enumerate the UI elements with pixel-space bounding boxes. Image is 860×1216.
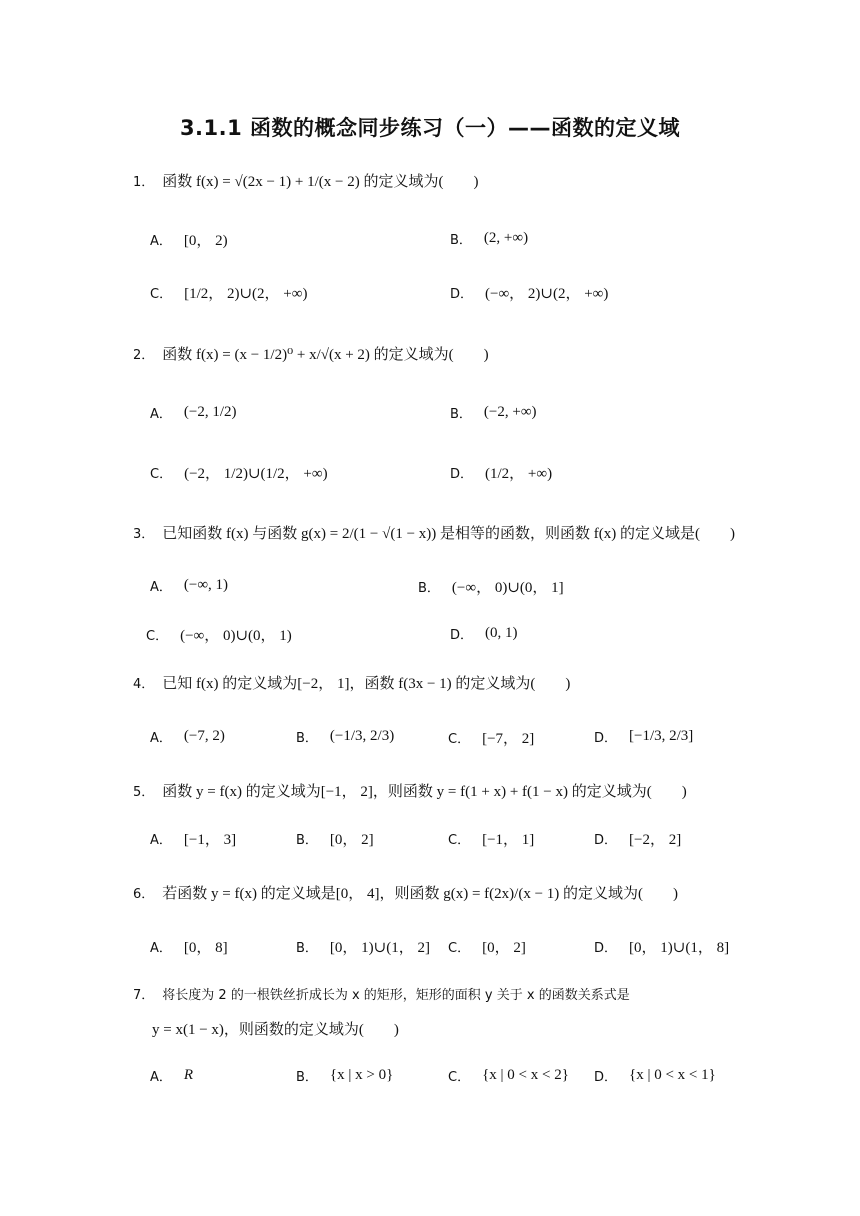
option-text: (−1/3, 2/3) xyxy=(329,728,395,744)
question-3-option-c[interactable] xyxy=(146,624,292,645)
question-number: 1． xyxy=(133,175,155,190)
question-4-option-a[interactable] xyxy=(150,727,225,746)
option-text: [−2， 2] xyxy=(629,832,682,848)
option-label: B． xyxy=(450,407,472,422)
option-label: B． xyxy=(296,1070,318,1085)
question-2-option-c[interactable] xyxy=(150,462,328,483)
option-label: C． xyxy=(448,941,471,956)
question-2-option-d[interactable] xyxy=(450,462,552,483)
option-label: D． xyxy=(594,833,618,848)
question-1-option-c[interactable] xyxy=(150,282,307,303)
option-label: D． xyxy=(594,731,618,746)
question-7-stem xyxy=(133,984,630,1003)
option-label: C． xyxy=(146,629,169,644)
option-label: A． xyxy=(150,731,172,746)
question-2-option-b[interactable] xyxy=(450,403,537,422)
question-2-option-a[interactable] xyxy=(150,403,237,422)
question-text: 已知 f(x) 的定义域为[−2， 1]，函数 f(3x − 1) 的定义域为( ) xyxy=(162,676,571,692)
question-4-option-b[interactable] xyxy=(296,727,394,746)
question-7-option-a[interactable] xyxy=(150,1066,193,1085)
question-number: 7． xyxy=(133,988,155,1003)
question-1-option-d[interactable] xyxy=(450,282,608,303)
page-title: 3.1.1 函数的概念同步练习（一）——函数的定义域 xyxy=(179,116,681,140)
question-4-option-c[interactable] xyxy=(448,727,534,748)
question-text: 函数 f(x) = √(2x − 1) + 1/(x − 2) 的定义域为( ) xyxy=(162,174,479,190)
question-3-stem xyxy=(133,522,735,543)
question-5-option-c[interactable] xyxy=(448,828,534,849)
option-text: [0， 1)∪(1， 2] xyxy=(329,940,430,956)
question-3-option-b[interactable] xyxy=(418,576,564,597)
option-text: (−∞, 1) xyxy=(183,577,229,593)
option-text: (0, 1) xyxy=(485,625,518,641)
question-6-option-a[interactable] xyxy=(150,936,228,957)
option-label: D． xyxy=(450,467,474,482)
question-number: 4． xyxy=(133,677,155,692)
option-label: B． xyxy=(450,233,472,248)
question-number: 2． xyxy=(133,348,155,363)
question-3-option-a[interactable] xyxy=(150,576,228,595)
option-text: [−7， 2] xyxy=(482,731,535,747)
option-text: [−1， 1] xyxy=(482,832,535,848)
option-text: (−7, 2) xyxy=(183,728,225,744)
option-text: (−2, 1/2) xyxy=(183,404,237,420)
option-label: C． xyxy=(150,467,173,482)
option-label: A． xyxy=(150,407,172,422)
question-6-option-c[interactable] xyxy=(448,936,526,957)
question-number: 3． xyxy=(133,527,155,542)
question-5-stem xyxy=(133,780,687,801)
option-label: A． xyxy=(150,941,172,956)
question-2-stem xyxy=(133,343,489,364)
option-label: A． xyxy=(150,234,172,249)
question-5-option-a[interactable] xyxy=(150,828,236,849)
option-label: D． xyxy=(450,287,474,302)
option-label: B． xyxy=(296,731,318,746)
option-text: (2, +∞) xyxy=(483,230,529,246)
option-text: (−∞， 2)∪(2， +∞) xyxy=(485,286,609,302)
question-1-option-b[interactable] xyxy=(450,229,528,248)
option-label: C． xyxy=(150,287,173,302)
option-text: R xyxy=(183,1067,194,1083)
option-label: A． xyxy=(150,1070,172,1085)
option-label: C． xyxy=(448,833,471,848)
question-1-stem xyxy=(133,170,478,191)
question-text: y = x(1 − x)，则函数的定义域为( ) xyxy=(152,1022,399,1038)
question-text: 函数 y = f(x) 的定义域为[−1， 2]，则函数 y = f(1 + x) + f(1 − x) 的定义域为( ) xyxy=(162,784,687,800)
option-label: C． xyxy=(448,1070,471,1085)
option-text: (−2， 1/2)∪(1/2， +∞) xyxy=(184,466,328,482)
question-text: 已知函数 f(x) 与函数 g(x) = 2/(1 − √(1 − x)) 是相等的函数，则函数 f(x) 的定义域是( ) xyxy=(162,526,735,542)
question-5-option-b[interactable] xyxy=(296,828,374,849)
option-label: B． xyxy=(296,941,318,956)
option-text: [0， 2] xyxy=(329,832,374,848)
option-label: D． xyxy=(594,1070,618,1085)
question-number: 5． xyxy=(133,785,155,800)
option-text: (−∞， 0)∪(0， 1] xyxy=(451,580,564,596)
question-3-option-d[interactable] xyxy=(450,624,518,643)
option-text: (−∞， 0)∪(0， 1) xyxy=(180,628,292,644)
option-text: (−2, +∞) xyxy=(483,404,537,420)
question-number: 6． xyxy=(133,887,155,902)
question-7-stem-continued xyxy=(152,1018,399,1039)
question-6-option-d[interactable] xyxy=(594,936,729,957)
option-text: {x | 0 < x < 1} xyxy=(629,1067,716,1083)
option-label: B． xyxy=(418,581,440,596)
question-6-option-b[interactable] xyxy=(296,936,430,957)
question-4-stem xyxy=(133,672,570,693)
option-label: C． xyxy=(448,732,471,747)
question-1-option-a[interactable] xyxy=(150,229,228,250)
question-text: 函数 f(x) = (x − 1/2)⁰ + x/√(x + 2) 的定义域为( ) xyxy=(162,347,489,363)
option-label: B． xyxy=(296,833,318,848)
option-text: {x | x > 0} xyxy=(329,1067,394,1083)
option-label: D． xyxy=(594,941,618,956)
question-4-option-d[interactable] xyxy=(594,727,693,746)
question-text: 若函数 y = f(x) 的定义域是[0， 4]，则函数 g(x) = f(2x)/(x − 1) 的定义域为( ) xyxy=(162,886,679,902)
option-text: [0， 2] xyxy=(482,940,526,956)
option-label: D． xyxy=(450,628,474,643)
question-7-option-b[interactable] xyxy=(296,1066,393,1085)
option-text: [0， 1)∪(1， 8] xyxy=(629,940,730,956)
option-label: A． xyxy=(150,833,172,848)
option-text: [−1/3, 2/3] xyxy=(629,728,694,744)
option-label: A． xyxy=(150,580,172,595)
option-text: [0， 8] xyxy=(183,940,228,956)
option-text: [−1， 3] xyxy=(183,832,237,848)
question-6-stem xyxy=(133,882,678,903)
question-7-option-d[interactable] xyxy=(594,1066,716,1085)
question-7-option-c[interactable] xyxy=(448,1066,569,1085)
question-5-option-d[interactable] xyxy=(594,828,681,849)
option-text: (1/2， +∞) xyxy=(485,466,553,482)
option-text: [0， 2) xyxy=(183,233,228,249)
option-text: {x | 0 < x < 2} xyxy=(482,1067,569,1083)
question-text: 将长度为 2 的一根铁丝折成长为 x 的矩形，矩形的面积 y 关于 x 的函数关系式是 xyxy=(162,988,630,1003)
option-text: [1/2， 2)∪(2， +∞) xyxy=(184,286,308,302)
